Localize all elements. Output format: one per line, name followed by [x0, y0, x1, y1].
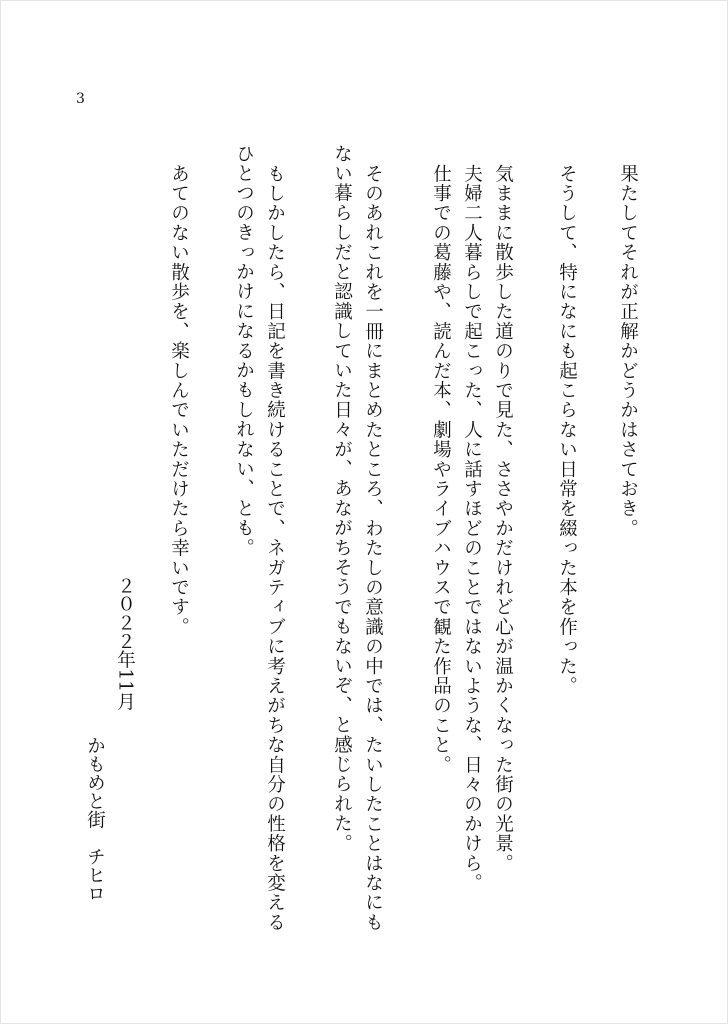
text-line: 果たしてそれが正解かどうかはさておき。 — [617, 164, 639, 539]
page-number: 3 — [76, 91, 85, 107]
text-line: もしかしたら、日記を書き続けることで、ネガティブに考えがちな自分の性格を変える — [264, 164, 286, 933]
text-line: ない暮らしだと認識していた日々が、あながちそうでもないぞ、と感じられた。 — [331, 144, 353, 854]
text-line: 気ままに散歩した道のりで見た、ささやかだけれど心が温かくなった街の光景。 — [492, 164, 514, 874]
text-line: あてのない散歩を、楽しんでいただけたら幸いです。 — [168, 164, 190, 637]
text-line: そうして、特になにも起こらない日常を綴った本を作った。 — [556, 164, 578, 696]
signature-author: かもめと街 チヒロ — [84, 736, 106, 903]
text-line: そのあれこれを一冊にまとめたところ、わたしの意識の中では、たいしたことはなにも — [362, 164, 384, 933]
text-line: 夫婦二人暮らしで起こった、人に話すほどのことではないような、日々のかけら。 — [461, 164, 483, 893]
signature-date: ２０２２年11月 — [114, 576, 136, 711]
text-line: 仕事での葛藤や、読んだ本、劇場やライブハウスで観た作品のこと。 — [430, 164, 452, 775]
text-line: ひとつのきっかけになるかもしれない、とも。 — [233, 144, 255, 558]
